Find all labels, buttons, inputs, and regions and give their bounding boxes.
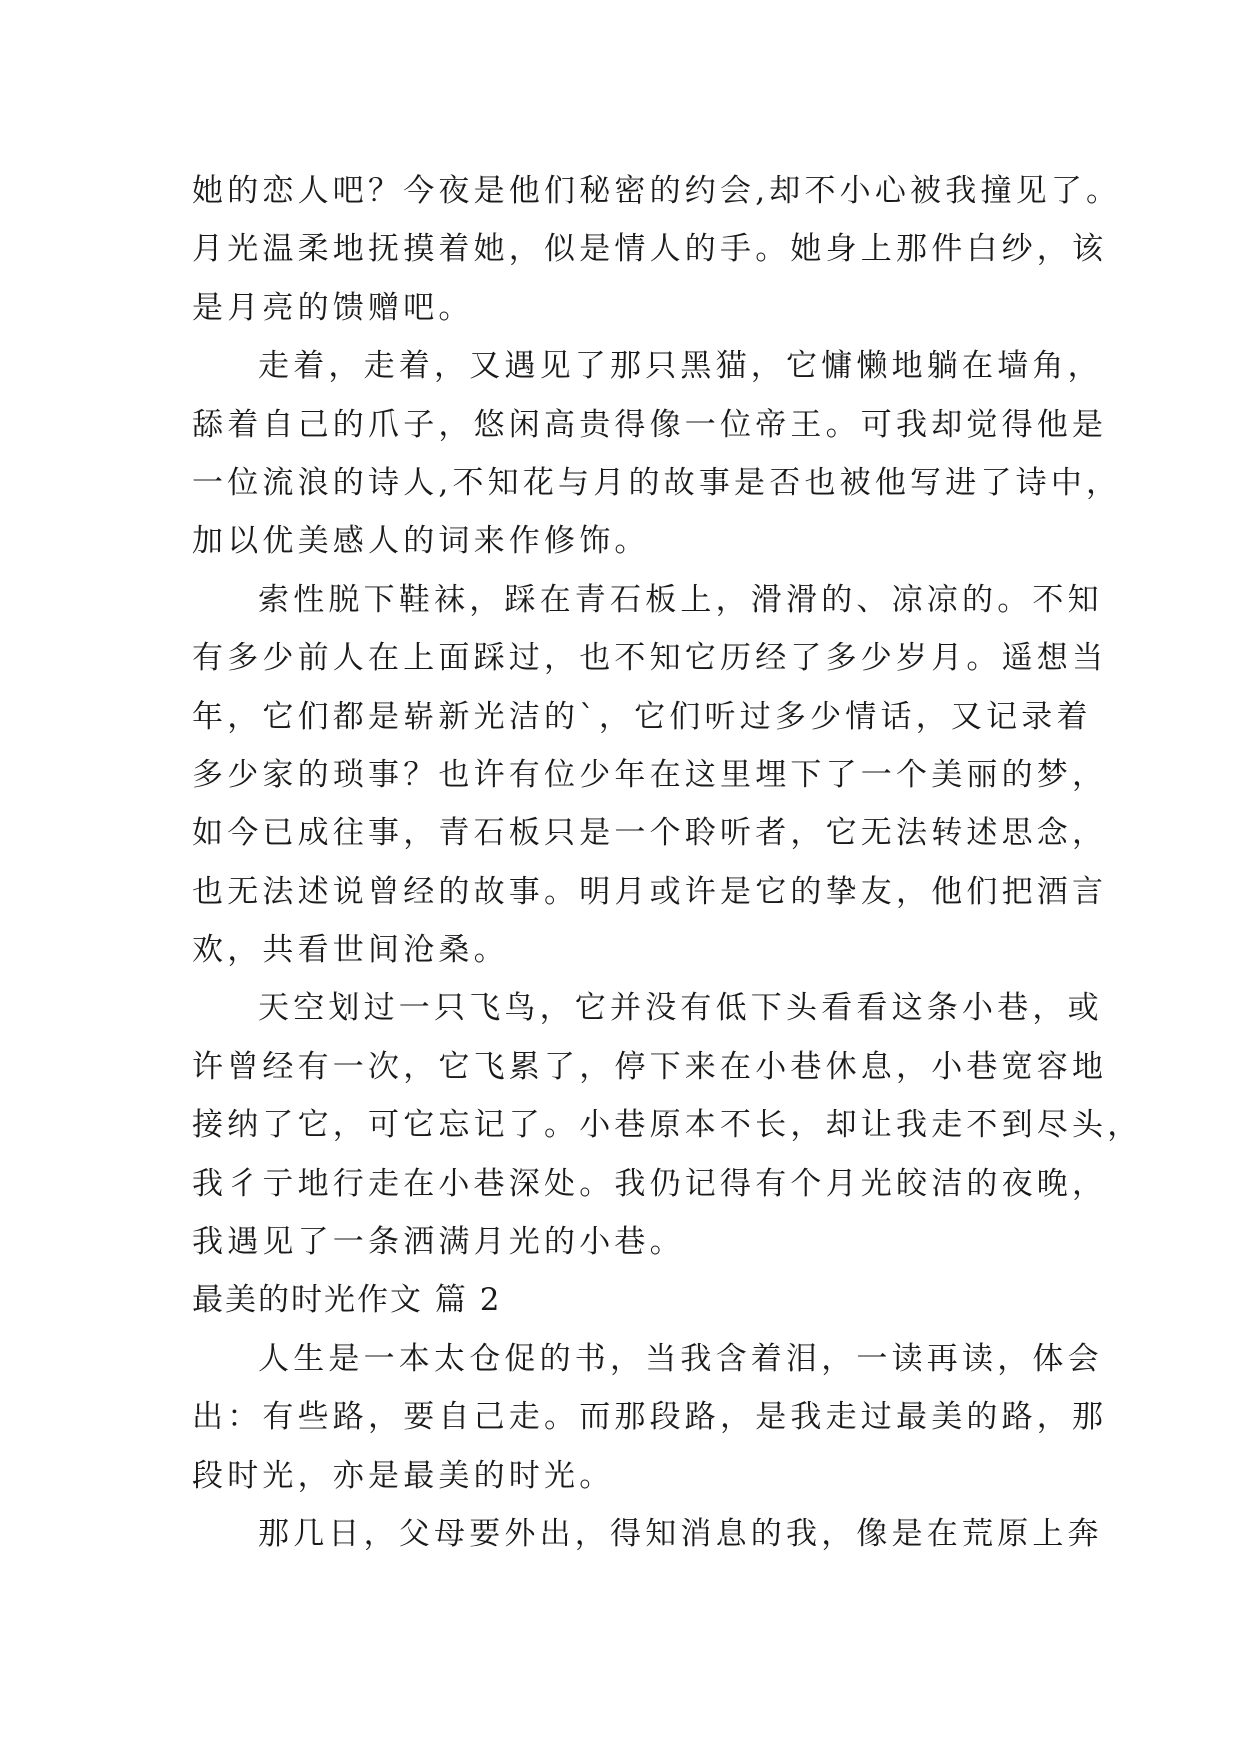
text-line: 多少家的琐事？也许有位少年在这里埋下了一个美丽的梦，	[192, 756, 1108, 793]
text-line: 接纳了它，可它忘记了。小巷原本不长，却让我走不到尽头，	[192, 1107, 1143, 1144]
section-heading: 最美的时光作文 篇 2	[192, 1282, 502, 1319]
text-line: 年，它们都是崭新光洁的`，它们听过多少情话，又记录着	[192, 698, 1092, 735]
text-line: 段时光，亦是最美的时光。	[192, 1457, 615, 1494]
text-line: 出：有些路，要自己走。而那段路，是我走过最美的路，那	[192, 1399, 1108, 1436]
text-line: 一位流浪的诗人,不知花与月的故事是否也被他写进了诗中，	[192, 464, 1122, 501]
text-line: 那几日，父母要外出，得知消息的我，像是在荒原上奔	[258, 1515, 1103, 1552]
text-line: 索性脱下鞋袜，踩在青石板上，滑滑的、凉凉的。不知	[258, 581, 1103, 618]
text-line: 如今已成往事，青石板只是一个聆听者，它无法转述思念，	[192, 815, 1108, 852]
text-line: 走着，走着，又遇见了那只黑猫，它慵懒地躺在墙角，	[258, 348, 1103, 385]
text-line: 我彳亍地行走在小巷深处。我仍记得有个月光皎洁的夜晚，	[192, 1165, 1108, 1202]
essay-body	[192, 162, 1143, 1563]
text-line: 舔着自己的爪子，悠闲高贵得像一位帝王。可我却觉得他是	[192, 406, 1108, 443]
text-line: 也无法述说曾经的故事。明月或许是它的挚友，他们把酒言	[192, 873, 1108, 910]
text-line: 是月亮的馈赠吧。	[192, 289, 474, 326]
text-line: 加以优美感人的词来作修饰。	[192, 523, 650, 560]
text-line: 有多少前人在上面踩过，也不知它历经了多少岁月。遥想当	[192, 640, 1108, 677]
text-line: 人生是一本太仓促的书，当我含着泪，一读再读，体会	[258, 1340, 1103, 1377]
text-line: 月光温柔地抚摸着她，似是情人的手。她身上那件白纱，该	[192, 231, 1108, 268]
text-line: 天空划过一只飞鸟，它并没有低下头看看这条小巷，或	[258, 990, 1103, 1027]
text-line: 我遇见了一条洒满月光的小巷。	[192, 1224, 685, 1261]
text-line: 她的恋人吧？今夜是他们秘密的约会,却不小心被我撞见了。	[192, 173, 1122, 209]
text-line: 许曾经有一次，它飞累了，停下来在小巷休息，小巷宽容地	[192, 1048, 1108, 1085]
text-line: 欢，共看世间沧桑。	[192, 932, 509, 969]
